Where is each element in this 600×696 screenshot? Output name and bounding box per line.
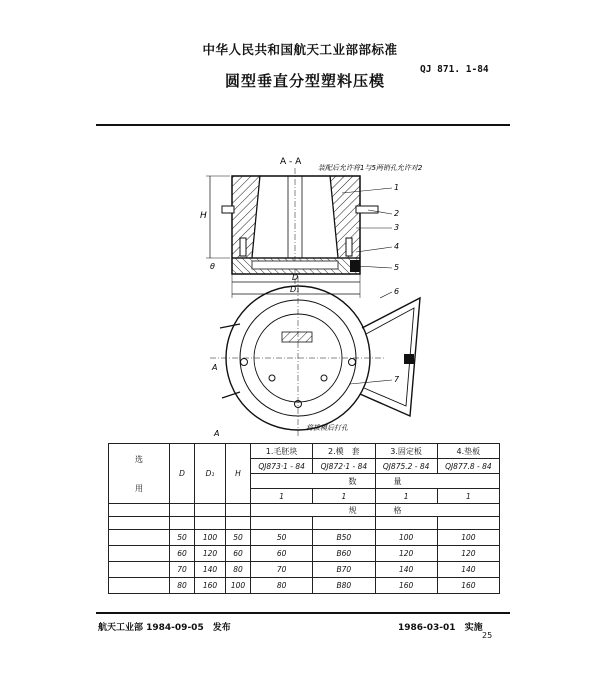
spec-label-1: 规	[251, 504, 376, 517]
qty-label-2: 量	[375, 474, 500, 489]
part-label-2: 2	[394, 209, 400, 218]
part-label-6: 6	[394, 287, 400, 296]
qty-value: 1	[437, 489, 499, 504]
header-rule	[96, 124, 510, 126]
cell-H: 100	[226, 578, 251, 594]
cell-part-1: 60	[251, 546, 313, 562]
cell-D1: 100	[195, 530, 226, 546]
document-title: 圆型垂直分型塑料压模	[225, 72, 386, 90]
cell-part-1: 70	[251, 562, 313, 578]
dim-D-label: D	[292, 273, 299, 282]
part-2-name: 2.模 套	[313, 444, 375, 459]
part-2-code: QJ872·1 - 84	[313, 459, 375, 474]
cell-part-3: 160	[375, 578, 437, 594]
page-number: 25	[482, 631, 493, 640]
cell-D: 80	[170, 578, 195, 594]
qty-value: 1	[251, 489, 313, 504]
standard-organization: 中华人民共和国航天工业部部标准	[202, 42, 398, 57]
table-row	[109, 562, 500, 578]
cell-part-4: 160	[437, 578, 499, 594]
part-1-name: 1.毛胚块	[251, 444, 313, 459]
col-H-header: H	[226, 444, 251, 504]
part-label-5: 5	[394, 263, 400, 272]
cell-part-4: 120	[437, 546, 499, 562]
qty-value: 1	[375, 489, 437, 504]
cell-part-3: 140	[375, 562, 437, 578]
cell-part-3: 100	[375, 530, 437, 546]
dim-D1-label: D₁	[290, 285, 300, 294]
spec-table	[108, 443, 500, 594]
cell-D: 50	[170, 530, 195, 546]
part-1-code: QJ873·1 - 84	[251, 459, 313, 474]
cell-part-1: 80	[251, 578, 313, 594]
assembly-note: 装配后允许将1与5两销孔允许对2	[318, 164, 423, 172]
qty-value: 1	[313, 489, 375, 504]
cell-D1: 120	[195, 546, 226, 562]
spec-label-2: 格	[375, 504, 500, 517]
part-label-3: 3	[394, 223, 400, 232]
mark-A-left: A	[212, 363, 218, 372]
footer-rule	[96, 612, 510, 614]
part-4-name: 4.垫板	[437, 444, 499, 459]
standard-code: QJ 871. 1-84	[420, 64, 489, 75]
cell-part-2: B80	[313, 578, 375, 594]
table-row	[109, 546, 500, 562]
technical-drawing	[160, 148, 490, 436]
col-D1-header: D₁	[195, 444, 226, 504]
cell-part-4: 100	[437, 530, 499, 546]
cell-part-3: 120	[375, 546, 437, 562]
cell-part-2: B50	[313, 530, 375, 546]
cell-D1: 160	[195, 578, 226, 594]
table-row	[109, 530, 500, 546]
cell-D1: 140	[195, 562, 226, 578]
section-label: A - A	[280, 157, 302, 167]
cell-H: 80	[226, 562, 251, 578]
col-D-header: D	[170, 444, 195, 504]
cell-part-1: 50	[251, 530, 313, 546]
cell-D: 60	[170, 546, 195, 562]
dim-theta-label: θ	[210, 262, 215, 271]
part-3-code: QJ875.2 - 84	[375, 459, 437, 474]
issued-by: 航天工业部 1984-09-05 发布	[98, 623, 231, 633]
part-4-code: QJ877.8 - 84	[437, 459, 499, 474]
part-label-7: 7	[394, 375, 400, 384]
plan-view	[210, 276, 420, 436]
effective-date: 1986-03-01 实施	[398, 623, 483, 633]
cell-D: 70	[170, 562, 195, 578]
cell-H: 60	[226, 546, 251, 562]
part-3-name: 3.固定板	[375, 444, 437, 459]
handle-note: 将拔模后打孔	[306, 424, 348, 432]
dim-H-label: H	[200, 211, 207, 221]
mark-A-right: A	[214, 429, 220, 436]
part-label-1: 1	[394, 183, 400, 192]
cell-part-2: B70	[313, 562, 375, 578]
qty-label-1: 数	[251, 474, 376, 489]
part-label-4: 4	[394, 242, 400, 251]
cell-part-4: 140	[437, 562, 499, 578]
select-header: 选 用	[109, 444, 170, 504]
cell-part-2: B60	[313, 546, 375, 562]
table-row	[109, 578, 500, 594]
cell-H: 50	[226, 530, 251, 546]
